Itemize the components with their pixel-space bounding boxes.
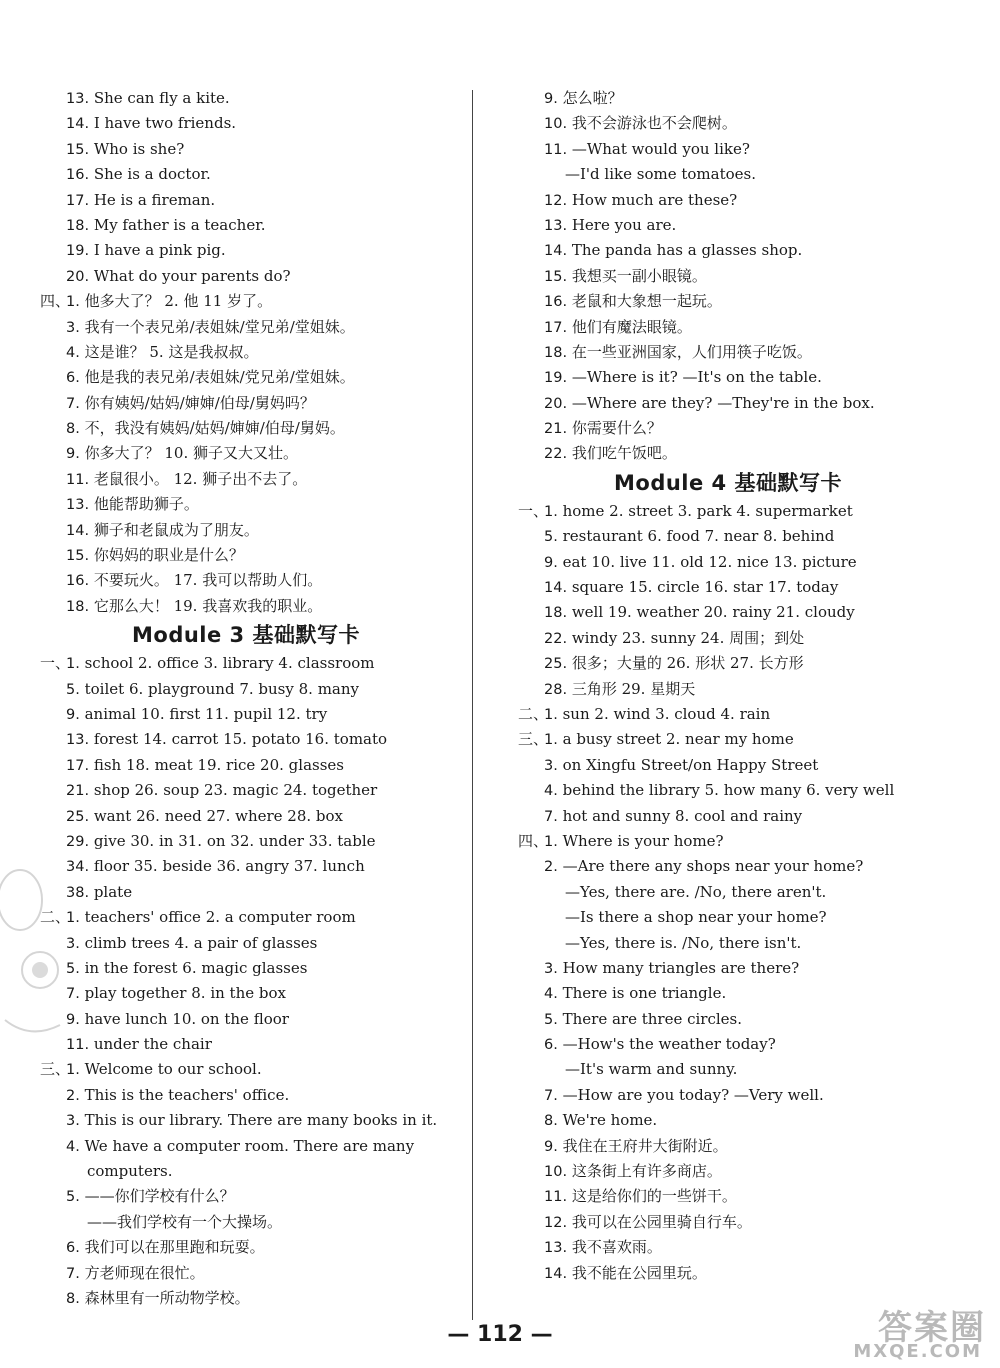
answer-text: sun 2. wind 3. cloud 4. rain [557, 704, 771, 723]
answer-line [518, 365, 938, 390]
watermark-logo [842, 1300, 992, 1362]
answer-line [518, 727, 938, 752]
item-number: 6. [66, 1240, 80, 1257]
item-number: 17. [66, 192, 90, 209]
answer-text: 森林里有一所动物学校。 [79, 1288, 250, 1307]
item-number: 11. [544, 141, 568, 158]
item-number: 34. [66, 859, 90, 876]
item-number: 3. [544, 960, 558, 977]
answer-line [40, 880, 452, 905]
answer-line [518, 575, 938, 600]
item-number: 10. [544, 116, 568, 133]
item-number: 5. [66, 960, 80, 977]
item-number: 12. [544, 192, 568, 209]
item-number: 29. [66, 833, 90, 850]
answer-line [518, 905, 938, 930]
answer-line [518, 956, 938, 981]
answer-text: square 15. circle 16. star 17. today [567, 578, 839, 597]
answer-text: 我可以在公园里骑自行车。 [567, 1212, 752, 1231]
answer-text: Welcome to our school. [79, 1060, 262, 1079]
item-number: 7. [544, 808, 558, 825]
answer-line [40, 1083, 452, 1108]
answer-line [518, 1032, 938, 1057]
answer-text: 我有一个表兄弟/表姐妹/堂兄弟/堂姐妹。 [79, 317, 355, 336]
answer-line [518, 315, 938, 340]
item-number: 3. [66, 1113, 80, 1130]
answer-line [40, 1184, 452, 1209]
answer-text: 你多大了？ 10. 狮子又大又壮。 [79, 444, 299, 463]
answer-line [40, 1210, 452, 1235]
item-number: 17. [66, 757, 90, 774]
item-number: 1. [66, 1062, 80, 1079]
item-number: 13. [544, 1240, 568, 1257]
answer-line [40, 441, 452, 466]
item-number: 14. [544, 580, 568, 597]
answer-line [518, 391, 938, 416]
answer-text: —Yes, there is. /No, there isn't. [565, 933, 802, 952]
answer-line [518, 1007, 938, 1032]
section-heading: Module 3 基础默写卡 [132, 623, 360, 648]
answer-line [518, 550, 938, 575]
answer-line [518, 238, 938, 263]
answer-text: under the chair [89, 1035, 212, 1054]
item-number: 7. [544, 1087, 558, 1104]
answer-text: 他们有魔法眼镜。 [567, 317, 692, 336]
answer-text: 我们吃午饭吧。 [567, 444, 677, 463]
item-number: 9. [66, 706, 80, 723]
item-number: 10. [544, 1164, 568, 1181]
answer-line [40, 162, 452, 187]
answer-line [40, 651, 452, 676]
answer-line [40, 137, 452, 162]
answer-text: behind the library 5. how many 6. very well [557, 781, 895, 800]
answer-text: How much are these? [567, 190, 738, 209]
answer-text: ——我们学校有一个大操场。 [87, 1212, 283, 1231]
answer-text: 你妈妈的职业是什么？ [89, 546, 244, 565]
answer-line [518, 1083, 938, 1108]
item-number: 11. [544, 1189, 568, 1206]
answer-text: windy 23. sunny 24. 周围；到处 [567, 628, 805, 647]
answer-line [40, 1235, 452, 1260]
answer-line [518, 1159, 938, 1184]
answer-text: plate [89, 882, 133, 901]
item-number: 14. [544, 1265, 568, 1282]
item-number: 3. [66, 935, 80, 952]
answer-text: We have a computer room. There are many [79, 1136, 415, 1155]
answer-line [40, 543, 452, 568]
answer-line [518, 651, 938, 676]
item-number: 18. [66, 598, 90, 615]
answer-text: floor 35. beside 36. angry 37. lunch [89, 857, 365, 876]
answer-text: He is a fireman. [89, 190, 216, 209]
item-number: 14. [66, 522, 90, 539]
item-number: 19. [66, 243, 90, 260]
item-number: 1. [544, 706, 558, 723]
answer-line [518, 702, 938, 727]
answer-line [40, 702, 452, 727]
answer-text: What do your parents do? [89, 266, 291, 285]
answer-line [518, 880, 938, 905]
answer-text: teachers' office 2. a computer room [79, 908, 356, 927]
answer-line [40, 111, 452, 136]
answer-text: 你需要什么？ [567, 419, 662, 438]
item-number: 6. [66, 370, 80, 387]
answer-text: well 19. weather 20. rainy 21. cloudy [567, 603, 855, 622]
page-number: — 112 — [447, 1322, 553, 1347]
watermark-text-bottom: MXQE.COM [853, 1341, 982, 1362]
item-number: 17. [544, 319, 568, 336]
answer-line [518, 111, 938, 136]
answer-text: —Are there any shops near your home? [557, 857, 864, 876]
answer-text: This is the teachers' office. [79, 1085, 290, 1104]
answer-text: restaurant 6. food 7. near 8. behind [557, 527, 835, 546]
answer-text: —Where is it? —It's on the table. [567, 368, 822, 387]
item-number: 6. [544, 1037, 558, 1054]
item-number: 13. [66, 732, 90, 749]
answer-line [40, 594, 452, 619]
item-number: 1. [544, 503, 558, 520]
answer-line [40, 213, 452, 238]
answer-text: 他多大了？ 2. 他 11 岁了。 [79, 292, 273, 311]
item-number: 7. [66, 395, 80, 412]
item-number: 18. [544, 344, 568, 361]
answer-text: My father is a teacher. [89, 215, 266, 234]
item-number: 5. [544, 529, 558, 546]
answer-text: on Xingfu Street/on Happy Street [557, 755, 819, 774]
answer-line [40, 931, 452, 956]
answer-line [40, 1159, 452, 1184]
answer-line [40, 804, 452, 829]
item-number: 15. [544, 268, 568, 285]
item-number: 3. [544, 757, 558, 774]
item-number: 14. [544, 243, 568, 260]
answer-text: I have two friends. [89, 114, 237, 133]
answer-text: forest 14. carrot 15. potato 16. tomato [89, 730, 388, 749]
answer-line [40, 1032, 452, 1057]
answer-text: shop 26. soup 23. magic 24. together [89, 781, 378, 800]
answer-text: I have a pink pig. [89, 241, 226, 260]
item-number: 13. [66, 497, 90, 514]
item-number: 8. [66, 421, 80, 438]
item-number: 18. [66, 217, 90, 234]
answer-line [518, 829, 938, 854]
answer-text: There is one triangle. [557, 984, 727, 1003]
answer-line [40, 1134, 452, 1159]
answer-line [40, 492, 452, 517]
answer-text: —I'd like some tomatoes. [565, 165, 756, 184]
item-number: 14. [66, 116, 90, 133]
item-number: 15. [66, 141, 90, 158]
item-number: 18. [544, 605, 568, 622]
item-number: 1. [66, 294, 80, 311]
item-number: 38. [66, 884, 90, 901]
answer-line [40, 1286, 452, 1311]
answer-line [40, 238, 452, 263]
right-column [518, 86, 938, 1286]
answer-text: hot and sunny 8. cool and rainy [557, 806, 803, 825]
section-marker: 三、 [40, 1060, 71, 1079]
answer-text: 它那么大！ 19. 我喜欢我的职业。 [89, 596, 323, 615]
answer-line [40, 340, 452, 365]
answer-line [518, 416, 938, 441]
answer-text: 老鼠和大象想一起玩。 [567, 292, 722, 311]
answer-line [40, 264, 452, 289]
answer-line [518, 1057, 938, 1082]
answer-text: 我住在王府井大街附近。 [557, 1136, 728, 1155]
answer-text: 在一些亚洲国家，人们用筷子吃饭。 [567, 342, 812, 361]
answer-line [40, 753, 452, 778]
item-number: 9. [66, 446, 80, 463]
answer-line [40, 1261, 452, 1286]
answer-line [518, 778, 938, 803]
item-number: 13. [66, 91, 90, 107]
answer-line [40, 518, 452, 543]
answer-text: 老鼠很小。 12. 狮子出不去了。 [89, 469, 308, 488]
answer-text: 我不会游泳也不会爬树。 [567, 114, 737, 133]
answer-line [518, 677, 938, 702]
item-number: 3. [66, 319, 80, 336]
answer-text: 我不能在公园里玩。 [567, 1263, 707, 1282]
answer-text: —It's warm and sunny. [565, 1060, 738, 1079]
section-marker: 一、 [518, 501, 549, 520]
answer-line [518, 264, 938, 289]
answer-text: 很多；大量的 26. 形状 27. 长方形 [567, 654, 804, 673]
left-column [40, 86, 452, 1311]
answer-text: play together 8. in the box [79, 984, 286, 1003]
answer-line [40, 467, 452, 492]
answer-line [518, 931, 938, 956]
answer-text: 不要玩火。 17. 我可以帮助人们。 [89, 571, 323, 590]
answer-line [518, 86, 938, 111]
item-number: 20. [544, 395, 568, 412]
answer-text: She can fly a kite. [89, 89, 230, 107]
answer-line [518, 753, 938, 778]
answer-text: 这是谁？ 5. 这是我叔叔。 [79, 342, 259, 361]
answer-text: want 26. need 27. where 28. box [89, 806, 344, 825]
item-number: 4. [66, 1138, 80, 1155]
answer-line [40, 905, 452, 930]
item-number: 1. [66, 910, 80, 927]
item-number: 7. [66, 986, 80, 1003]
section-marker: 一、 [40, 654, 71, 673]
item-number: 1. [544, 833, 558, 850]
item-number: 8. [66, 1290, 80, 1307]
item-number: 11. [66, 1037, 90, 1054]
answer-text: 这是给你们的一些饼干。 [567, 1187, 737, 1206]
item-number: 21. [66, 783, 90, 800]
answer-line [40, 416, 452, 441]
item-number: 12. [544, 1214, 568, 1231]
item-number: 25. [544, 656, 568, 673]
item-number: 28. [544, 681, 568, 698]
answer-line [518, 981, 938, 1006]
answer-line [518, 340, 938, 365]
answer-line [40, 677, 452, 702]
answer-line [518, 289, 938, 314]
section-marker: 四、 [518, 831, 549, 850]
item-number: 20. [66, 268, 90, 285]
answer-text: give 30. in 31. on 32. under 33. table [89, 831, 376, 850]
answer-text: —Where are they? —They're in the box. [567, 393, 875, 412]
item-number: 8. [544, 1113, 558, 1130]
item-number: 25. [66, 808, 90, 825]
answer-line [40, 1007, 452, 1032]
section-marker: 三、 [518, 730, 549, 749]
item-number: 5. [66, 681, 80, 698]
answer-line [518, 524, 938, 549]
item-number: 1. [544, 732, 558, 749]
answer-text: animal 10. first 11. pupil 12. try [79, 704, 328, 723]
answer-line [40, 315, 452, 340]
answer-line [518, 188, 938, 213]
answer-text: We're home. [557, 1111, 658, 1130]
answer-text: eat 10. live 11. old 12. nice 13. picture [557, 552, 857, 571]
item-number: 16. [66, 167, 90, 184]
item-number: 22. [544, 446, 568, 463]
item-number: 7. [66, 1265, 80, 1282]
answer-text: Here you are. [567, 215, 677, 234]
answer-line [518, 600, 938, 625]
item-number: 4. [544, 783, 558, 800]
answer-text: 方老师现在很忙。 [79, 1263, 205, 1282]
answer-text: 狮子和老鼠成为了朋友。 [89, 520, 259, 539]
answer-line [518, 162, 938, 187]
answer-line [40, 981, 452, 1006]
answer-text: computers. [87, 1162, 173, 1181]
column-divider [472, 90, 473, 1320]
answer-text: school 2. office 3. library 4. classroom [79, 654, 375, 673]
answer-line [518, 804, 938, 829]
answer-line [518, 1261, 938, 1286]
answer-line [40, 188, 452, 213]
answer-line [518, 213, 938, 238]
answer-line [40, 778, 452, 803]
section-marker: 二、 [40, 908, 71, 927]
answer-line [518, 137, 938, 162]
item-number: 13. [544, 217, 568, 234]
answer-text: How many triangles are there? [557, 958, 800, 977]
answer-line [40, 86, 452, 111]
item-number: 2. [66, 1087, 80, 1104]
answer-text: She is a doctor. [89, 165, 211, 184]
answer-text: have lunch 10. on the floor [79, 1009, 289, 1028]
answer-text: 不，我没有姨妈/姑妈/婶婶/伯母/舅妈。 [79, 419, 345, 438]
answer-text: 你有姨妈/姑妈/婶婶/伯母/舅妈吗？ [79, 393, 315, 412]
answer-line [40, 956, 452, 981]
answer-text: —Yes, there are. /No, there aren't. [565, 882, 827, 901]
answer-text: toilet 6. playground 7. busy 8. many [79, 679, 359, 698]
answer-line [40, 391, 452, 416]
item-number: 9. [544, 91, 558, 107]
watermark-text-top: 答案圈 [878, 1308, 986, 1348]
item-number: 2. [544, 859, 558, 876]
answer-line [518, 854, 938, 879]
answer-text: —What would you like? [567, 139, 750, 158]
answer-line [518, 1134, 938, 1159]
item-number: 16. [66, 573, 90, 590]
item-number: 4. [544, 986, 558, 1003]
answer-line [518, 1235, 938, 1260]
item-number: 19. [544, 370, 568, 387]
answer-text: —Is there a shop near your home? [565, 908, 827, 927]
answer-text: 我不喜欢雨。 [567, 1238, 662, 1257]
section-marker: 四、 [40, 292, 71, 311]
answer-line [518, 1184, 938, 1209]
answer-text: There are three circles. [557, 1009, 743, 1028]
answer-text: climb trees 4. a pair of glasses [79, 933, 318, 952]
item-number: 16. [544, 294, 568, 311]
answer-text: The panda has a glasses shop. [567, 241, 803, 260]
answer-text: a busy street 2. near my home [557, 730, 794, 749]
item-number: 5. [66, 1189, 80, 1206]
answer-line [518, 1108, 938, 1133]
item-number: 5. [544, 1011, 558, 1028]
answer-line [40, 365, 452, 390]
item-number: 9. [544, 1138, 558, 1155]
answer-text: 他能帮助狮子。 [89, 495, 199, 514]
item-number: 15. [66, 548, 90, 565]
answer-line [40, 1108, 452, 1133]
answer-text: Who is she? [89, 139, 185, 158]
answer-text: ——你们学校有什么？ [79, 1187, 235, 1206]
answer-line [40, 568, 452, 593]
answer-text: home 2. street 3. park 4. supermarket [557, 501, 853, 520]
answer-line [40, 289, 452, 314]
answer-text: —How are you today? —Very well. [557, 1085, 824, 1104]
item-number: 22. [544, 630, 568, 647]
answer-text: fish 18. meat 19. rice 20. glasses [89, 755, 344, 774]
item-number: 1. [66, 656, 80, 673]
answer-line [40, 727, 452, 752]
answer-text: in the forest 6. magic glasses [79, 958, 308, 977]
item-number: 4. [66, 344, 80, 361]
answer-line [518, 626, 938, 651]
answer-text: 他是我的表兄弟/表姐妹/党兄弟/堂姐妹。 [79, 368, 355, 387]
answer-line [40, 854, 452, 879]
answer-text: 我们可以在那里跑和玩耍。 [79, 1238, 265, 1257]
answer-line [518, 499, 938, 524]
item-number: 9. [66, 1011, 80, 1028]
item-number: 9. [544, 554, 558, 571]
answer-line [518, 1210, 938, 1235]
answer-text: 我想买一副小眼镜。 [567, 266, 707, 285]
section-heading: Module 4 基础默写卡 [614, 470, 842, 495]
answer-text: 这条街上有许多商店。 [567, 1162, 722, 1181]
answer-line [40, 829, 452, 854]
item-number: 21. [544, 421, 568, 438]
answer-line [40, 1057, 452, 1082]
answer-line [518, 441, 938, 466]
item-number: 11. [66, 471, 90, 488]
answer-text: Where is your home? [557, 831, 724, 850]
answer-text: 三角形 29. 星期天 [567, 679, 696, 698]
answer-text: —How's the weather today? [557, 1035, 776, 1054]
answer-text: This is our library. There are many books in it. [79, 1111, 438, 1130]
answer-text: 怎么啦？ [557, 89, 623, 107]
section-marker: 二、 [518, 704, 549, 723]
